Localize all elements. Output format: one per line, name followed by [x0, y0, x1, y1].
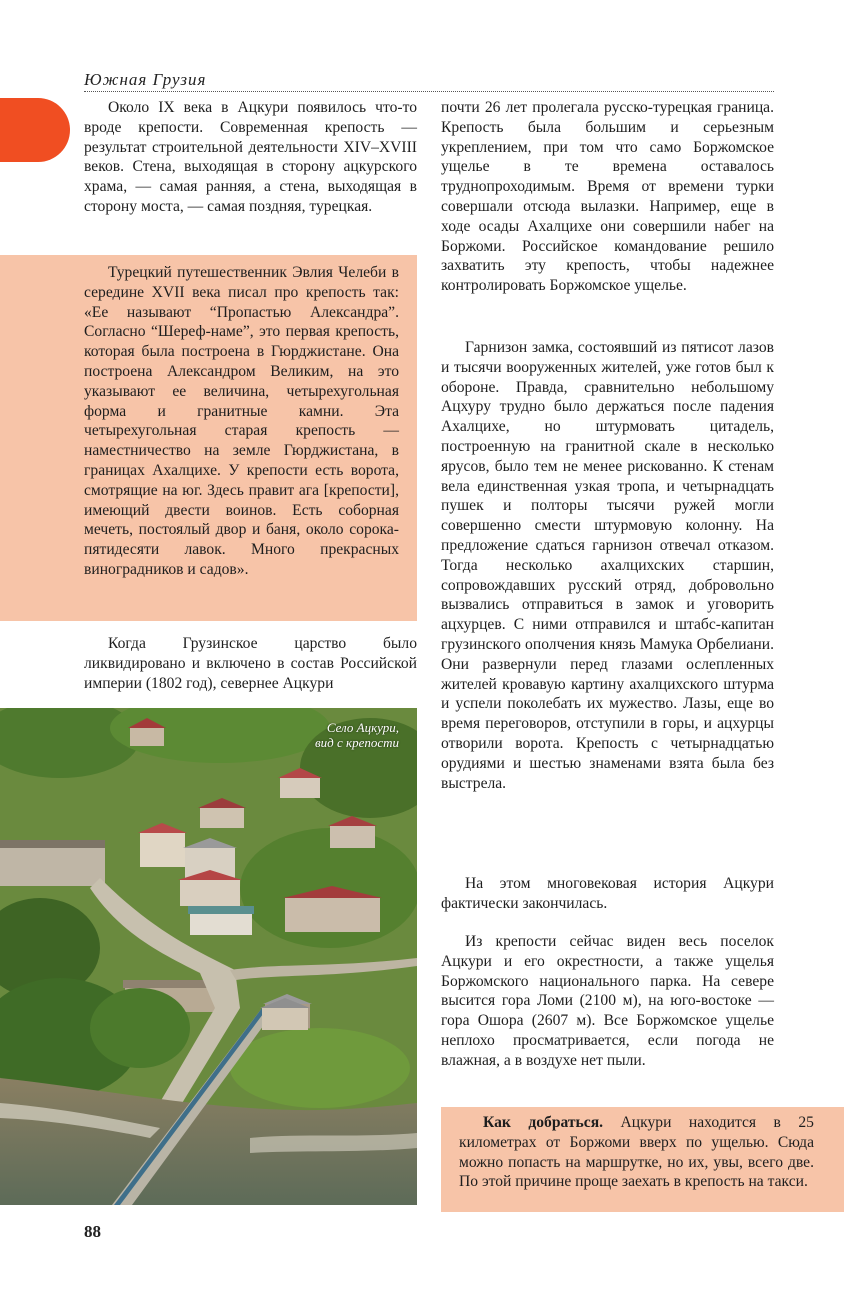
left-column — [84, 98, 417, 217]
right-column-end — [441, 874, 774, 914]
right-column-garrison — [441, 338, 774, 793]
section-thumb-tab — [0, 98, 70, 162]
right-column — [441, 98, 774, 296]
paragraph-fortress-history: Около IX века в Ацкури появилось что-то вроде крепости. Современная крепость — результат строительной деятельности XIV–XVIII веков. Стена, выходящая в сторону ацкурского храма, — самая ранняя, а стена, выходящая в сторону моста, — самая поздняя, турецкая. — [84, 99, 417, 215]
how-to-get-title: Как добраться. — [483, 1114, 604, 1131]
photo-caption-line1: Село Ацкури, — [326, 720, 399, 735]
paragraph-garrison: Гарнизон замка, состоявший из пятисот лазов и тысячи вооруженных жителей, уже готов был к обороне. Правда, сравнительно небольшому Ацхуру трудно было держаться после падения Ахалцихе, но штурмовать цитадель, построенную на гранитной скале в несколько ярусов, было тем не менее рискованно. К стенам вела единственная узкая тропа, и четырнадцать пушек и полторы тысячи ружей могли совершенно смести штурмовую колонну. На предложение сдаться гарнизон отвечал отказом. Тогда несколько ахалцихских старшин, сопровождавших русский отряд, добровольно вызвались отправиться в замок и уговорить ацхурцев. С ними отправился и штабс-капитан грузинского ополчения князь Мамука Орбелиани. Они развернули перед глазами ослепленных жителей кровавую картину ахалцихского штурма и успели поколебать их мужество. Лазы, еще во время переговоров, отступили в горы, и ацхурцы отворили ворота. Крепость с четырнадцатью орудиями и шестью знаменами взята была без выстрела. — [441, 339, 774, 792]
quote-evliya-celebi: Турецкий путешественник Эвлия Челеби в середине XVII века писал про крепость так: «Ее называют “Пропастью Александра”. Согласно “Шереф-наме”, это первая крепость, которая была построена в Гюрджистане. Она построена Александром Великим, на это указывают ее величина, четырехугольная форма и гранитные камни. Эта четырехугольная старая крепость — наместничество на земле Гюрджистана, в границах Ахалцихе. У крепости есть ворота, смотрящие на юг. Здесь правит ага [крепости], имеющий двести воинов. Есть соборная мечеть, постоялый двор и баня, около сорока-пятидесяти лавок. Много прекрасных виноградников и садов». — [84, 264, 399, 578]
how-to-get-box — [441, 1107, 844, 1212]
paragraph-view: Из крепости сейчас виден весь поселок Ацкури и его окрестности, а также ущелья Боржомского национального парка. На севере высится гора Ломи (2100 м), на юго-востоке — гора Ошора (2607 м). Все Боржомское ущелье неплохо просматривается, если погода не влажная, а в воздухе нет пыли. — [441, 933, 774, 1069]
paragraph-russian-empire: Когда Грузинское царство было ликвидировано и включено в состав Российской империи (1802 год), севернее Ацкури — [84, 635, 417, 692]
right-column-view — [441, 932, 774, 1071]
paragraph-border: почти 26 лет пролегала русско-турецкая граница. Крепость была большим и серьезным укреплением, при том что само Боржомское ущелье в те времена оставалось труднопроходимым. Время от времени турки совершали отсюда вылазки. Например, еще в ходе осады Ахалцихе они совершили набег на Боржоми. Российское командование решило захватить эту крепость, чтобы надежнее контролировать Боржомское ущелье. — [441, 99, 774, 295]
village-photo-illustration — [0, 708, 417, 1205]
page-number: 88 — [84, 1222, 101, 1241]
how-to-get-body: Ацкури находится в 25 километрах от Боржоми вверх по ущелью. Сюда можно попасть на маршрутке, но их, увы, всего две. По этой причине проще заехать в крепость на такси. — [459, 1114, 814, 1191]
running-title: Южная Грузия — [84, 70, 774, 92]
village-photo — [0, 708, 417, 1205]
photo-caption-line2: вид с крепости — [315, 735, 399, 750]
sidebar-quote-box — [0, 255, 417, 621]
paragraph-history-end: На этом многовековая история Ацкури фактически закончилась. — [441, 875, 774, 912]
photo-caption — [249, 720, 399, 750]
how-to-get-text — [459, 1113, 814, 1192]
left-column-lower — [84, 634, 417, 693]
